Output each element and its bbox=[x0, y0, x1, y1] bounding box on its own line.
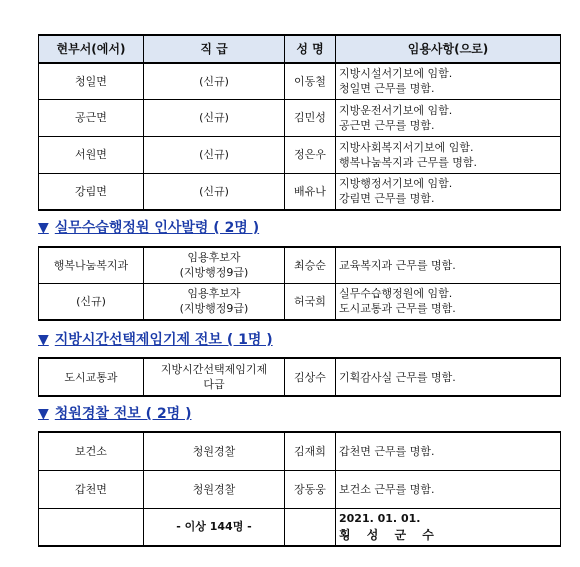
dept-cell: 행복나눔복지과 bbox=[39, 247, 144, 283]
dept-cell: (신규) bbox=[39, 283, 144, 320]
header-name: 성 명 bbox=[285, 35, 336, 63]
name-cell: 김민성 bbox=[285, 99, 336, 136]
table-row bbox=[39, 247, 561, 283]
table-row bbox=[39, 136, 561, 173]
section-heading-parttime bbox=[38, 329, 273, 349]
rank-cell: (신규) bbox=[144, 136, 285, 173]
issuer-cell bbox=[336, 508, 561, 546]
section-heading-trainee bbox=[38, 217, 259, 237]
table-header-row bbox=[39, 35, 561, 63]
table-row bbox=[39, 470, 561, 508]
table-row bbox=[39, 99, 561, 136]
appointment-table-4 bbox=[38, 431, 561, 547]
assignment-cell: 지방시설서기보에 임함. 청일면 근무를 명함. bbox=[336, 63, 561, 99]
dept-cell: 갑천면 bbox=[39, 470, 144, 508]
table-row bbox=[39, 283, 561, 320]
table-row bbox=[39, 173, 561, 210]
dept-cell: 보건소 bbox=[39, 432, 144, 470]
section-title: 청원경찰 전보 ( 2명 ) bbox=[54, 406, 192, 422]
table-row bbox=[39, 63, 561, 99]
rank-cell: (신규) bbox=[144, 99, 285, 136]
appointment-table-3 bbox=[38, 357, 561, 397]
assignment-cell: 실무수습행정원에 임함. 도시교통과 근무를 명함. bbox=[336, 283, 561, 320]
footer-row bbox=[39, 508, 561, 546]
name-cell: 최승순 bbox=[285, 247, 336, 283]
issue-date: 2021. 01. 01. bbox=[339, 511, 421, 525]
appointment-table-2 bbox=[38, 246, 561, 321]
rank-cell: 청원경찰 bbox=[144, 470, 285, 508]
rank-cell: (신규) bbox=[144, 173, 285, 210]
name-cell: 정은우 bbox=[285, 136, 336, 173]
name-cell: 장동웅 bbox=[285, 470, 336, 508]
dept-cell: 서원면 bbox=[39, 136, 144, 173]
header-assignment: 임용사항(으로) bbox=[336, 35, 561, 63]
name-cell: 김상수 bbox=[285, 358, 336, 396]
appointment-table-1 bbox=[38, 34, 561, 211]
assignment-cell: 기획감사실 근무를 명함. bbox=[336, 358, 561, 396]
rank-cell: (신규) bbox=[144, 63, 285, 99]
section-heading-police bbox=[38, 403, 191, 423]
rank-cell: 임용후보자 (지방행정9급) bbox=[144, 247, 285, 283]
rank-cell: 청원경찰 bbox=[144, 432, 285, 470]
section-title: 지방시간선택제임기제 전보 ( 1명 ) bbox=[54, 332, 273, 348]
section-title: 실무수습행정원 인사발령 ( 2명 ) bbox=[54, 220, 260, 236]
header-rank: 직 급 bbox=[144, 35, 285, 63]
triangle-down-icon: ▼ bbox=[38, 332, 49, 348]
table-row bbox=[39, 358, 561, 396]
dept-cell: 공근면 bbox=[39, 99, 144, 136]
assignment-cell: 지방운전서기보에 임함. 공근면 근무를 명함. bbox=[336, 99, 561, 136]
dept-cell: 강림면 bbox=[39, 173, 144, 210]
name-cell: 배유나 bbox=[285, 173, 336, 210]
assignment-cell: 갑천면 근무를 명함. bbox=[336, 432, 561, 470]
assignment-cell: 지방행정서기보에 임함. 강림면 근무를 명함. bbox=[336, 173, 561, 210]
issuer-name: 횡 성 군 수 bbox=[339, 527, 440, 542]
header-dept: 현부서(에서) bbox=[39, 35, 144, 63]
table-row bbox=[39, 432, 561, 470]
name-cell: 김재희 bbox=[285, 432, 336, 470]
assignment-cell: 보건소 근무를 명함. bbox=[336, 470, 561, 508]
footer-empty-cell bbox=[39, 508, 144, 546]
dept-cell: 청일면 bbox=[39, 63, 144, 99]
name-cell: 이동철 bbox=[285, 63, 336, 99]
total-count: - 이상 144명 - bbox=[144, 508, 285, 546]
rank-cell: 임용후보자 (지방행정9급) bbox=[144, 283, 285, 320]
assignment-cell: 교육복지과 근무를 명함. bbox=[336, 247, 561, 283]
triangle-down-icon: ▼ bbox=[38, 406, 49, 422]
footer-empty-cell bbox=[285, 508, 336, 546]
name-cell: 허국희 bbox=[285, 283, 336, 320]
triangle-down-icon: ▼ bbox=[38, 220, 49, 236]
rank-cell: 지방시간선택제임기제 다급 bbox=[144, 358, 285, 396]
dept-cell: 도시교통과 bbox=[39, 358, 144, 396]
assignment-cell: 지방사회복지서기보에 임함. 행복나눔복지과 근무를 명함. bbox=[336, 136, 561, 173]
